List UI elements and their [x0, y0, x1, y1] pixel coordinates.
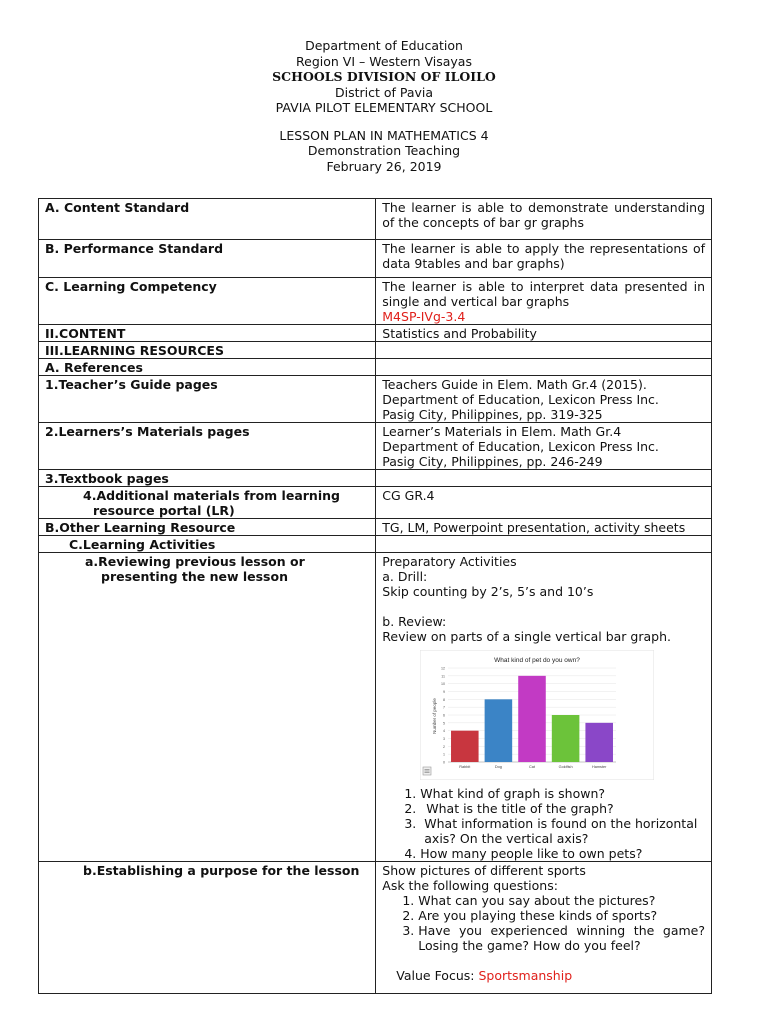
- list-item: 4. How many people like to own pets?: [420, 846, 705, 861]
- reviewing-label-line2: presenting the new lesson: [101, 569, 288, 584]
- chart-svg: [420, 650, 654, 780]
- chart-y-tick-label: 5: [443, 721, 446, 726]
- document-header: [0, 38, 768, 174]
- purpose-value: [376, 862, 712, 994]
- content-value: Statistics and Probability: [376, 325, 712, 342]
- reviewing-label: [39, 553, 376, 862]
- chart-y-tick-label: 12: [441, 666, 446, 671]
- prep-activities: Preparatory Activities: [382, 554, 517, 569]
- review-text: Review on parts of a single vertical bar graph.: [382, 629, 671, 644]
- learning-activities-label: C.Learning Activities: [39, 536, 376, 553]
- learners-materials-label: 2.Learners’s Materials pages: [39, 423, 376, 470]
- chart-x-tick-label: Goldfish: [558, 765, 573, 769]
- header-district: District of Pavia: [334, 84, 434, 100]
- chart-title: What kind of pet do you own?: [494, 657, 581, 664]
- header-school: PAVIA PILOT ELEMENTARY SCHOOL: [275, 100, 493, 115]
- table-row: [39, 199, 712, 240]
- textbook-label: 3.Textbook pages: [39, 470, 376, 487]
- header-demo: Demonstration Teaching: [307, 143, 461, 158]
- pet-bar-chart: [420, 650, 654, 780]
- additional-materials-label: [39, 487, 376, 519]
- review-heading: b. Review:: [382, 614, 447, 629]
- list-item: 2. Are you playing these kinds of sports?: [418, 908, 705, 923]
- additional-materials-value: CG GR.4: [376, 487, 712, 519]
- chart-bar-cat: [518, 676, 546, 762]
- table-row: [39, 487, 712, 519]
- purpose-line1: Show pictures of different sports: [382, 863, 586, 878]
- chart-y-tick-label: 1: [443, 752, 446, 757]
- table-row: [39, 423, 712, 470]
- list-item: 3. What information is found on the horizontal axis? On the vertical axis?: [420, 816, 705, 846]
- lm-line1: Learner’s Materials in Elem. Math Gr.4: [382, 424, 622, 439]
- value-focus: [382, 968, 705, 983]
- chart-y-tick-label: 9: [443, 690, 446, 694]
- table-row: [39, 342, 712, 359]
- teachers-guide-label: 1.Teacher’s Guide pages: [39, 376, 376, 423]
- list-item: 2. What is the title of the graph?: [420, 801, 705, 816]
- other-resource-value: TG, LM, Powerpoint presentation, activity sheets: [376, 519, 712, 536]
- chart-y-tick-label: 0: [443, 760, 446, 765]
- chart-x-tick-label: Dog: [495, 765, 503, 769]
- table-row: [39, 376, 712, 423]
- learning-competency-value: The learner is able to interpret data presented in single and vertical bar graphs: [382, 279, 705, 309]
- header-department: Department of Education: [305, 38, 463, 53]
- purpose-questions: [382, 893, 705, 953]
- competency-code: M4SP-IVg-3.4: [382, 309, 466, 324]
- chart-y-tick-label: 4: [443, 729, 446, 734]
- reviewing-value: [376, 553, 712, 862]
- learning-competency-label: C. Learning Competency: [39, 278, 376, 325]
- chart-bar-hamster: [586, 723, 614, 762]
- drill-text: Skip counting by 2’s, 5’s and 10’s: [382, 584, 594, 599]
- review-questions: [382, 786, 705, 861]
- chart-y-tick-label: 2: [443, 744, 446, 749]
- chart-y-tick-label: 6: [443, 713, 446, 718]
- content-standard-value: The learner is able to demonstrate understanding of the concepts of bar gr graphs: [376, 199, 712, 240]
- teachers-guide-value: [376, 376, 712, 423]
- performance-standard-label: B. Performance Standard: [39, 240, 376, 278]
- additional-label-line2: resource portal (LR): [93, 503, 235, 518]
- table-row: [39, 325, 712, 342]
- chart-y-tick-label: 7: [443, 705, 446, 710]
- references-label: A. References: [39, 359, 376, 376]
- chart-y-tick-label: 11: [441, 674, 446, 679]
- additional-label-line1: 4.Additional materials from learning: [83, 488, 340, 503]
- other-resource-label: B.Other Learning Resource: [39, 519, 376, 536]
- table-row: [39, 536, 712, 553]
- tg-line1: Teachers Guide in Elem. Math Gr.4 (2015).: [382, 377, 647, 392]
- lm-line3: Pasig City, Philippines, pp. 246-249: [382, 454, 603, 469]
- learners-materials-value: [376, 423, 712, 470]
- table-row: [39, 862, 712, 994]
- performance-standard-value: The learner is able to apply the representations of data 9tables and bar graphs): [376, 240, 712, 278]
- chart-bar-goldfish: [552, 715, 580, 762]
- table-row: [39, 470, 712, 487]
- learning-resources-label: III.LEARNING RESOURCES: [39, 342, 376, 359]
- chart-bar-rabbit: [451, 731, 479, 762]
- chart-x-tick-label: Hamster: [592, 765, 607, 769]
- table-row: [39, 553, 712, 862]
- learning-competency-cell: [376, 278, 712, 325]
- header-date: February 26, 2019: [326, 158, 442, 174]
- chart-y-axis-label: Number of people: [432, 698, 438, 734]
- chart-x-tick-label: Cat: [529, 765, 536, 769]
- purpose-line2: Ask the following questions:: [382, 878, 558, 893]
- chart-x-tick-label: Rabbit: [459, 765, 471, 769]
- drill-heading: a. Drill:: [382, 569, 428, 584]
- header-lesson-title: LESSON PLAN IN MATHEMATICS 4: [279, 127, 489, 143]
- reviewing-label-line1: a.Reviewing previous lesson or: [85, 554, 305, 569]
- chart-y-tick-label: 3: [443, 737, 446, 741]
- tg-line3: Pasig City, Philippines, pp. 319-325: [382, 407, 603, 422]
- list-item: 1. What kind of graph is shown?: [420, 786, 705, 801]
- chart-y-tick-label: 10: [441, 682, 446, 687]
- header-division: SCHOOLS DIVISION OF ILOILO: [272, 69, 496, 84]
- content-standard-label: A. Content Standard: [39, 199, 376, 240]
- list-item: 1. What can you say about the pictures?: [418, 893, 705, 908]
- value-focus-label: Value Focus:: [396, 968, 479, 983]
- chart-y-tick-label: 8: [443, 697, 446, 702]
- table-row: [39, 240, 712, 278]
- table-row: [39, 359, 712, 376]
- chart-bar-dog: [485, 699, 513, 762]
- lm-line2: Department of Education, Lexicon Press Inc.: [382, 439, 659, 454]
- table-row: [39, 278, 712, 325]
- purpose-label: b.Establishing a purpose for the lesson: [39, 862, 376, 994]
- lesson-plan-table: [38, 198, 712, 994]
- content-label: II.CONTENT: [39, 325, 376, 342]
- value-focus-value: Sportsmanship: [478, 968, 573, 983]
- list-item: 3. Have you experienced winning the game? Losing the game? How do you feel?: [418, 923, 705, 953]
- tg-line2: Department of Education, Lexicon Press Inc.: [382, 392, 659, 407]
- table-row: [39, 519, 712, 536]
- header-region: Region VI – Western Visayas: [296, 53, 472, 69]
